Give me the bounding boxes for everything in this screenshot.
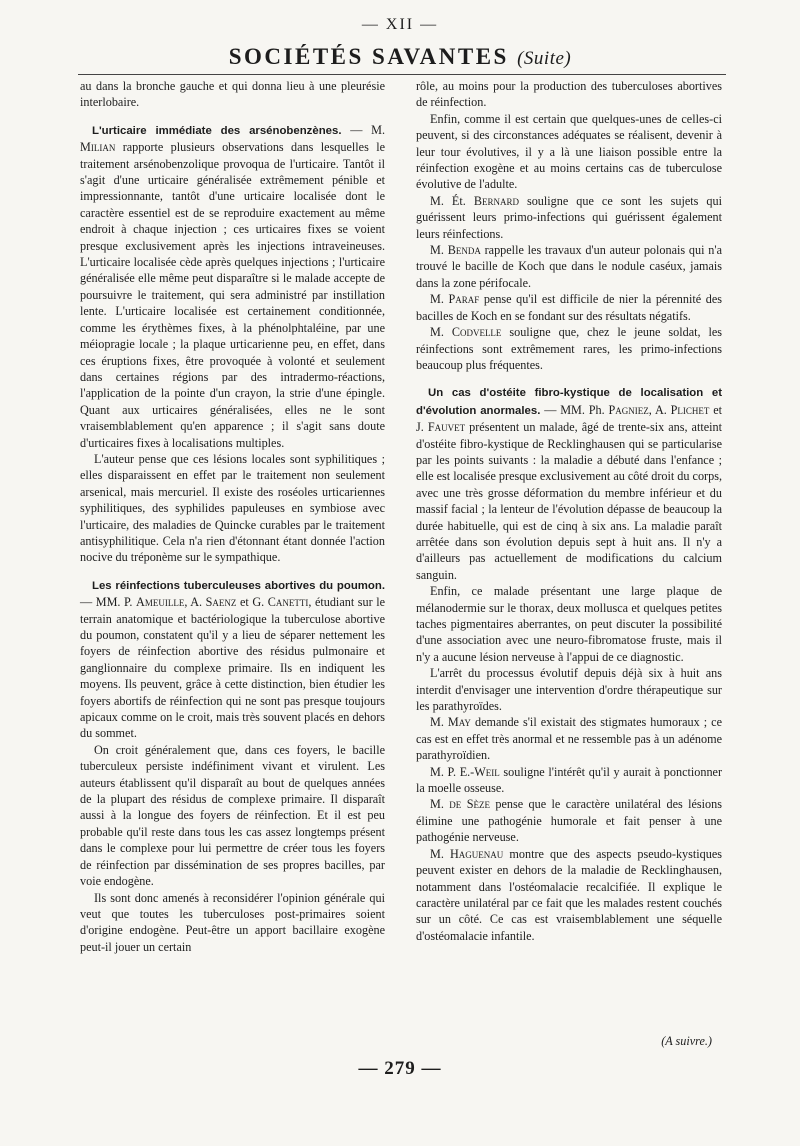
author-name: Fauvet (427, 420, 466, 435)
paragraph: L'arrêt du processus évolutif depuis déjà six à huit ans interdit d'envisager une intervention d'ordre thérapeutique sur les parathyroïdes. (416, 666, 722, 714)
text-run: rapporte plusieurs observations dans lesquelles le traitement arsénobenzolique provoqua de l'urticaire. Tantôt il s'agit d'une urticaire généralisée extrêmement pénible et impressionnante, tantôt d'une urticaire localisée dont le caractère essentiel est de se reproduire exactement au même endroit à chaque injection ; ces urticaires fixes se voient presque exclusivement après les injections intraveineuses. L'urticaire localisée cède après quelques injections ; l'urticaire généralisée elle même peut disparaître si le malade accepte de poursuivre le traitement, qui sera administré par instillation lente. L'urticaire localisée est certainement conditionnée, comme les érythèmes fixes, à la phénolphtaléine, par une méiopragie locale ; la plaque urticarienne peu, en effet, dans ces éruptions fixes, être provoquée à volonté et seulement dans certaines régions par des intradermo-réactions, l'application de la pointe d'un crayon, la strie d'une épingle. Quant aux urticaires généralisées, elles ne le sont vraisemblablement qu'en apparence ; il s'agit sans doute d'urticaires fixes à localisations multiples. (80, 140, 385, 450)
text-run: M. (430, 325, 452, 340)
text-run: — MM. P. (80, 595, 137, 610)
paragraph (416, 714, 722, 763)
paragraph: L'auteur pense que ces lésions locales sont syphilitiques ; elles disparaissent en effet par le traitement non seulement arsenical, mais mercuriel. Il existe des roséoles urticariennes syphilitiques, des syphilides papuleuses en symbiose avec l'urticaire, des maladies de Quincke curables par le traitement antisyphilitique. Cela n'a rien d'étonnant étant donnée l'action nocive du tréponème sur le sympathique. (80, 451, 385, 565)
heading-rule (78, 74, 726, 75)
text-run: , A. (648, 402, 671, 417)
paragraph: Enfin, ce malade présentant une large plaque de mélanodermie sur le thorax, deux mollusca et quelques petites taches pigmentaires aberrantes, on peut discuter la possibilité d'une association avec une neuro-fibromatose fruste, mais il n'y a aucune lésion nerveuse à l'appui de ce diagnostic. (416, 584, 722, 664)
folio-roman: — XII — (361, 16, 439, 33)
text-run: et J. (416, 402, 723, 435)
text-run: souligne que, chez le jeune soldat, les réinfections sont extrêmement rares, les primo-infections beaucoup plus fréquentes. (416, 325, 722, 372)
paragraph (416, 324, 722, 373)
heading-title: SOCIÉTÉS SAVANTES (228, 44, 509, 69)
author-name: Milian (80, 140, 116, 155)
author-name: Saenz (205, 595, 237, 610)
article-osteite (416, 384, 722, 583)
paragraph (416, 193, 722, 242)
text-run: et G. (236, 595, 268, 610)
text-run: présentent un malade, âgé de trente-six ans, atteint d'ostéite fibro-kystique de Recklinghausen qui se particularise par les points suivants : la maladie a débuté dans l'enfance ; elle est localisée presque exclusivement au côté droit du corps, avec une très grosse déformation du membre inférieur et du massif facial ; la lenteur de l'évolution dépasse de beaucoup la durée habituelle, qui est de cinq à six ans. La maladie paraît arrêtée dans son évolution depuis sept à huit ans. Il n'y a d'ailleurs pas actuellement de modifications du calcium sanguin. (416, 420, 722, 582)
author-name: Ameuille (136, 595, 185, 610)
text-run: M. (430, 797, 450, 812)
heading-suite: (Suite) (517, 48, 572, 69)
paragraph: Enfin, comme il est certain que quelques-unes de celles-ci peuvent, si des circonstances adéquates se réalisent, devenir à leur tour évolutives, il y a là une liaison possible entre la réinfection exogène et au moins certains cas de tuberculose évolutive de l'adulte. (416, 111, 722, 192)
author-name: May (447, 715, 471, 730)
text-run: M. P. (430, 764, 460, 779)
page-number: — 279 — (358, 1058, 442, 1079)
text-run: , étudiant sur le terrain anatomique et bactériologique la tuberculose abortive du poumon, constatent qu'il y a lieu de séparer nettement les foyers de réinfection abortive des résidus pulmonaire et ganglionnaire du complexe primaire. Ils en indiquent les moyens. Ils peuvent, grâce à cette distinction, bien étudier les foyers abortifs de réinfection qui ne sont pas presque toujours apicaux comme on le croit, mais très souvent placés en dehors du sommet. (80, 595, 385, 741)
article-title: Les réinfections tuberculeuses abortives du poumon. (92, 579, 385, 592)
left-column (80, 78, 385, 955)
paragraph (416, 796, 722, 845)
author-name: Paraf (448, 292, 480, 307)
article-reinfections (80, 577, 385, 742)
author-name: Canetti (267, 595, 309, 610)
text-run: souligne l'intérêt qu'il y aurait à ponctionner la moelle osseuse. (416, 764, 723, 796)
paragraph (416, 291, 722, 324)
section-heading (0, 44, 800, 70)
author-name: Haguenau (450, 846, 504, 861)
paragraph: Ils sont donc amenés à reconsidérer l'opinion générale qui veut que toutes les tuberculoses post-primaires soient d'origine endogène. Peut-être un apport bacillaire exogène peut-il jouer un certain (80, 890, 385, 954)
author-name: Codvelle (451, 325, 502, 340)
text-run: M. (430, 846, 450, 861)
paragraph: au dans la bronche gauche et qui donna lieu à une pleurésie interlobaire. (80, 79, 385, 110)
text-run: montre que des aspects pseudo-kystiques peuvent exister en dehors de la maladie de Recklinghausen, notamment dans l'ostéomalacie recalcifiée. Il explique le caractère unilatéral par ce fait que les malades restent couchés sur un côté. Ce cas est vraisemblablement une séquelle d'ostéomalacie infantile. (416, 846, 723, 943)
text-run: M. (430, 243, 448, 258)
text-run: — MM. Ph. (540, 402, 609, 417)
paragraph (416, 764, 722, 797)
right-column (416, 78, 722, 944)
paragraph: rôle, au moins pour la production des tuberculoses abortives de réinfection. (416, 79, 722, 110)
text-run: M. Ét. (430, 193, 474, 208)
article-title: Un cas d'ostéite fibro-kystique de localisation et d'évolution anormales. (416, 387, 722, 417)
paragraph: On croit généralement que, dans ces foyers, le bacille tuberculeux persiste indéfiniment vivant et virulent. Les auteurs établissent qu'il disparaît au bout de quelques années de la plupart des résidus de complexe primaire. Il disparaît aussi à la longue des foyers de réinfection. Et il est peu probable qu'il reste dans tous les cas assez longtemps présent dans le complexe pour lui permettre de créer tous les foyers de réinfection par dissémination de ses propres bacilles, par voie endogène. (80, 742, 385, 889)
article-urticaire (80, 122, 385, 451)
author-name: Bernard (473, 193, 519, 208)
text-run: demande s'il existait des stigmates humoraux ; ce cas est en effet très anormal et ne ressemble pas à un adénome parathyroïdien. (416, 715, 722, 763)
paragraph (416, 242, 722, 291)
text-run: M. (430, 715, 448, 730)
author-name: de Sèze (449, 797, 490, 812)
author-name: Benda (447, 243, 481, 258)
article-title: L'urticaire immédiate des arsénobenzènes. (92, 124, 342, 137)
to-be-continued: (A suivre.) (661, 1034, 712, 1048)
text-run: M. (430, 292, 449, 307)
text-run: rappelle les travaux d'un auteur polonais qui n'a trouvé le bacille de Koch que dans le nodule caséux, jamais dans la zone périfocale. (416, 243, 722, 290)
author-name: Pagniez (608, 402, 649, 417)
text-run: — M. (341, 122, 385, 137)
text-run: , A. (184, 595, 206, 610)
text-run: pense qu'il est difficile de nier la pérennité des bacilles de Koch en se fondant sur des résultats négatifs. (416, 292, 722, 323)
paragraph (416, 846, 722, 944)
author-name: E.-Weil (459, 764, 500, 779)
text-run: souligne que ce sont les sujets qui guérissent leurs primo-infections qui guérissent également leurs réinfections. (416, 193, 723, 241)
text-run: pense que le caractère unilatéral des lésions élimine une pathogénie humorale et fait penser à une pathogénie nerveuse. (416, 797, 722, 845)
author-name: Plichet (670, 402, 710, 417)
